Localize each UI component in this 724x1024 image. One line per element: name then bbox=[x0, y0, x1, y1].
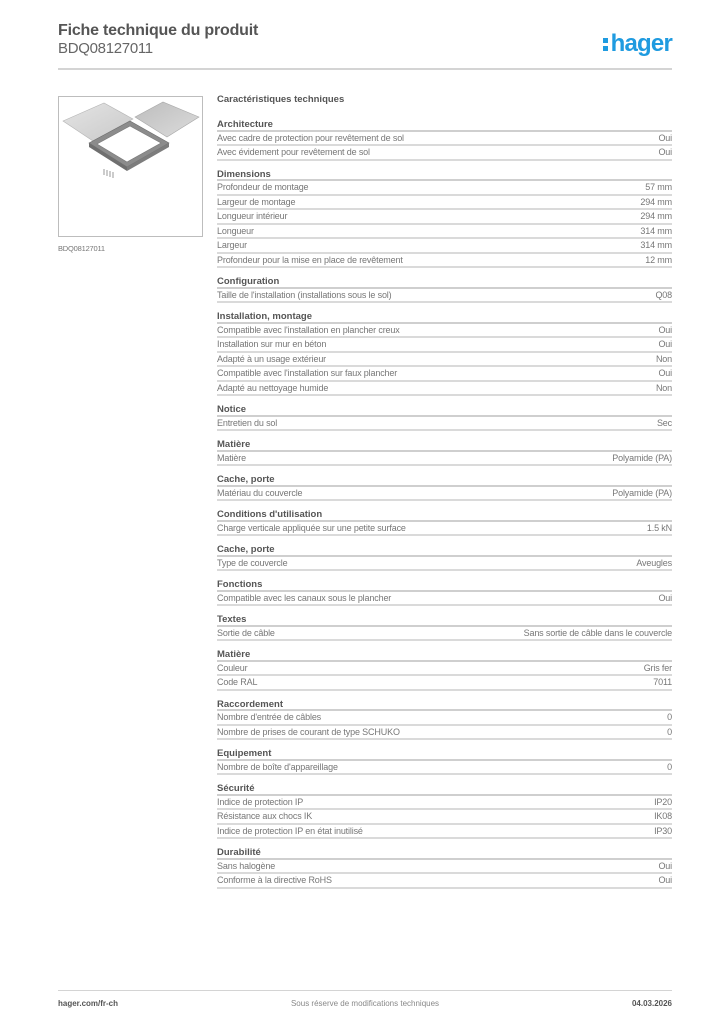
spec-label: Sortie de câble bbox=[217, 627, 275, 638]
spec-group-title: Fonctions bbox=[217, 579, 672, 592]
spec-group bbox=[217, 579, 672, 606]
spec-group bbox=[217, 649, 672, 691]
spec-label: Charge verticale appliquée sur une petite surface bbox=[217, 522, 406, 533]
spec-label: Entretien du sol bbox=[217, 417, 278, 428]
spec-label: Largeur bbox=[217, 240, 247, 250]
spec-value: Oui bbox=[658, 339, 672, 349]
floor-box-illustration-icon bbox=[59, 97, 204, 238]
technical-specs bbox=[217, 94, 672, 897]
spec-label: Largeur de montage bbox=[217, 196, 296, 207]
spec-group bbox=[217, 439, 672, 466]
spec-row bbox=[217, 522, 672, 537]
spec-group-title: Matière bbox=[217, 649, 672, 662]
spec-value: Non bbox=[655, 382, 672, 393]
spec-value: 12 mm bbox=[645, 254, 672, 265]
spec-value: 0 bbox=[667, 761, 672, 772]
spec-label: Profondeur pour la mise en place de revêtement bbox=[217, 254, 403, 265]
spec-row bbox=[217, 825, 672, 840]
spec-label: Couleur bbox=[217, 662, 248, 673]
spec-group bbox=[217, 783, 672, 839]
spec-value: 314 mm bbox=[640, 225, 672, 236]
spec-group-title: Architecture bbox=[217, 119, 672, 132]
spec-group-title: Dimensions bbox=[217, 169, 672, 182]
spec-label: Adapté à un usage extérieur bbox=[217, 353, 327, 364]
spec-group-title: Raccordement bbox=[217, 699, 672, 712]
product-reference: BDQ08127011 bbox=[58, 40, 153, 57]
spec-row bbox=[217, 210, 672, 225]
spec-row bbox=[217, 417, 672, 432]
page-title: Fiche technique du produit bbox=[58, 22, 259, 39]
spec-value: IK08 bbox=[654, 811, 672, 821]
spec-value: Oui bbox=[658, 368, 672, 378]
spec-value: 314 mm bbox=[640, 240, 672, 250]
spec-value: Polyamide (PA) bbox=[612, 452, 672, 463]
spec-label: Adapté au nettoyage humide bbox=[217, 382, 329, 393]
spec-group bbox=[217, 699, 672, 741]
spec-value: 294 mm bbox=[640, 211, 672, 221]
spec-row bbox=[217, 726, 672, 741]
footer-date: 04.03.2026 bbox=[631, 999, 672, 1008]
spec-row bbox=[217, 711, 672, 726]
spec-value: IP30 bbox=[654, 825, 672, 836]
spec-label: Code RAL bbox=[217, 677, 258, 687]
spec-row bbox=[217, 487, 672, 502]
spec-group bbox=[217, 311, 672, 396]
spec-label: Avec cadre de protection pour revêtement de sol bbox=[217, 132, 404, 143]
spec-row bbox=[217, 452, 672, 467]
spec-group bbox=[217, 847, 672, 889]
spec-group bbox=[217, 474, 672, 501]
spec-label: Nombre de prises de courant de type SCHUKO bbox=[217, 726, 400, 737]
spec-value: 57 mm bbox=[645, 182, 672, 192]
spec-group-title: Cache, porte bbox=[217, 544, 672, 557]
spec-value: Aveugles bbox=[636, 557, 672, 568]
spec-label: Compatible avec les canaux sous le plancher bbox=[217, 592, 392, 603]
spec-value: Polyamide (PA) bbox=[612, 487, 672, 498]
spec-row bbox=[217, 676, 672, 691]
spec-row bbox=[217, 382, 672, 397]
spec-row bbox=[217, 225, 672, 240]
image-caption: BDQ08127011 bbox=[58, 244, 105, 253]
spec-value: 1.5 kN bbox=[646, 522, 672, 533]
spec-row bbox=[217, 196, 672, 211]
spec-value: Sec bbox=[656, 417, 672, 428]
spec-value: 0 bbox=[667, 726, 672, 737]
spec-label: Compatible avec l'installation sur faux plancher bbox=[217, 368, 398, 378]
spec-value: Q08 bbox=[655, 289, 672, 300]
spec-value: Sans sortie de câble dans le couvercle bbox=[523, 627, 672, 638]
spec-value: Oui bbox=[658, 324, 672, 335]
spec-label: Compatible avec l'installation en plancher creux bbox=[217, 324, 400, 335]
spec-label: Sans halogène bbox=[217, 860, 276, 871]
footer-disclaimer: Sous réserve de modifications techniques bbox=[290, 999, 440, 1008]
spec-value: IP20 bbox=[654, 796, 672, 807]
spec-group-title: Notice bbox=[217, 404, 672, 417]
spec-group-title: Equipement bbox=[217, 748, 672, 761]
spec-label: Matière bbox=[217, 452, 246, 463]
spec-group-title: Installation, montage bbox=[217, 311, 672, 324]
spec-value: Oui bbox=[658, 147, 672, 157]
spec-group-title: Conditions d'utilisation bbox=[217, 509, 672, 522]
spec-label: Résistance aux chocs IK bbox=[217, 811, 313, 821]
spec-label: Type de couvercle bbox=[217, 557, 288, 568]
spec-row bbox=[217, 627, 672, 642]
spec-label: Installation sur mur en béton bbox=[217, 339, 327, 349]
spec-row bbox=[217, 874, 672, 889]
spec-group-title: Cache, porte bbox=[217, 474, 672, 487]
spec-row bbox=[217, 338, 672, 353]
page-header bbox=[58, 22, 672, 70]
spec-row bbox=[217, 367, 672, 382]
spec-label: Indice de protection IP bbox=[217, 796, 304, 807]
spec-label: Profondeur de montage bbox=[217, 182, 309, 192]
spec-value: Oui bbox=[658, 875, 672, 885]
specs-title: Caractéristiques techniques bbox=[217, 94, 345, 105]
spec-label: Conforme à la directive RoHS bbox=[217, 875, 332, 885]
spec-row bbox=[217, 324, 672, 339]
spec-row bbox=[217, 289, 672, 304]
spec-group bbox=[217, 544, 672, 571]
hager-logo: hager bbox=[603, 30, 672, 58]
spec-value: 7011 bbox=[653, 677, 672, 687]
spec-value: 294 mm bbox=[640, 196, 672, 207]
spec-group bbox=[217, 169, 672, 269]
spec-label: Matériau du couvercle bbox=[217, 487, 303, 498]
spec-value: Gris fer bbox=[643, 662, 672, 673]
spec-row bbox=[217, 592, 672, 607]
spec-row bbox=[217, 239, 672, 254]
spec-row bbox=[217, 810, 672, 825]
spec-label: Taille de l'installation (installations sous le sol) bbox=[217, 289, 392, 300]
logo-colon-icon bbox=[603, 36, 609, 52]
spec-value: Oui bbox=[658, 860, 672, 871]
spec-groups bbox=[217, 119, 672, 889]
spec-row bbox=[217, 146, 672, 161]
spec-group bbox=[217, 509, 672, 536]
product-image bbox=[58, 96, 203, 237]
spec-group-title: Textes bbox=[217, 614, 672, 627]
spec-label: Longueur intérieur bbox=[217, 211, 288, 221]
spec-row bbox=[217, 181, 672, 196]
spec-row bbox=[217, 796, 672, 811]
spec-group bbox=[217, 614, 672, 641]
page-footer bbox=[58, 990, 672, 1020]
spec-row bbox=[217, 254, 672, 269]
spec-label: Indice de protection IP en état inutilisé bbox=[217, 825, 363, 836]
spec-value: 0 bbox=[667, 712, 672, 722]
spec-group-title: Configuration bbox=[217, 276, 672, 289]
spec-row bbox=[217, 761, 672, 776]
spec-row bbox=[217, 557, 672, 572]
spec-value: Non bbox=[655, 353, 672, 364]
spec-value: Oui bbox=[658, 592, 672, 603]
spec-group bbox=[217, 748, 672, 775]
spec-label: Nombre de boîte d'appareillage bbox=[217, 761, 338, 772]
spec-row bbox=[217, 662, 672, 677]
spec-row bbox=[217, 132, 672, 147]
spec-label: Nombre d'entrée de câbles bbox=[217, 712, 322, 722]
spec-value: Oui bbox=[658, 132, 672, 143]
spec-row bbox=[217, 353, 672, 368]
spec-group-title: Durabilité bbox=[217, 847, 672, 860]
spec-group-title: Sécurité bbox=[217, 783, 672, 796]
spec-label: Longueur bbox=[217, 225, 254, 236]
spec-group bbox=[217, 404, 672, 431]
footer-site-link[interactable]: hager.com/fr-ch bbox=[58, 999, 119, 1008]
spec-label: Avec évidement pour revêtement de sol bbox=[217, 147, 370, 157]
spec-group bbox=[217, 119, 672, 161]
spec-group-title: Matière bbox=[217, 439, 672, 452]
spec-row bbox=[217, 860, 672, 875]
spec-group bbox=[217, 276, 672, 303]
